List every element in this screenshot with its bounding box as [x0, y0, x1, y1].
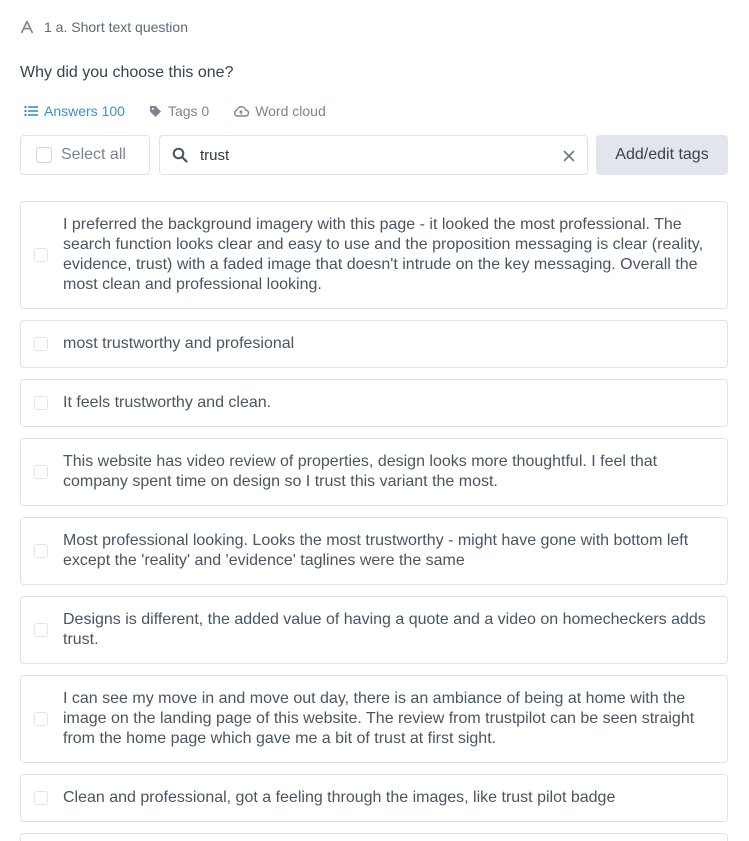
- answer-item: [20, 379, 728, 427]
- select-all-button[interactable]: [20, 135, 150, 175]
- search-icon: [172, 147, 188, 163]
- tab-answers[interactable]: [24, 103, 125, 119]
- answer-checkbox[interactable]: [34, 396, 48, 410]
- answer-text: Most professional looking. Looks the most trustworthy - might have gone with bottom left except the 'reality' and 'evidence' taglines were the same: [63, 532, 689, 569]
- answer-text: most trustworthy and profesional: [63, 335, 295, 352]
- answer-checkbox[interactable]: [34, 544, 48, 558]
- answer-item: [20, 517, 728, 585]
- select-all-label: Select all: [61, 146, 126, 163]
- answer-text: It feels trustworthy and clean.: [63, 394, 272, 411]
- answers-list: [20, 201, 728, 841]
- answer-checkbox[interactable]: [34, 248, 48, 262]
- text-type-icon: [20, 20, 34, 34]
- answer-item: [20, 833, 728, 841]
- view-tabs: [24, 101, 350, 121]
- answer-checkbox[interactable]: [34, 712, 48, 726]
- answer-checkbox[interactable]: [34, 791, 48, 805]
- answer-item: [20, 320, 728, 368]
- answer-item: [20, 438, 728, 506]
- tab-tags-label: Tags 0: [167, 103, 210, 119]
- search-box: [159, 135, 588, 175]
- cloud-icon: [233, 105, 249, 117]
- answer-text: I can see my move in and move out day, there is an ambiance of being at home with the image on the landing page of this website. The review from trustpilot can be seen straight from the home page which gave me a bit of trust at first sight.: [63, 690, 695, 747]
- answers-toolbar: [20, 135, 728, 175]
- question-type-label: 1 a. Short text question: [44, 19, 188, 35]
- answer-item: [20, 774, 728, 822]
- answer-checkbox[interactable]: [34, 337, 48, 351]
- answer-checkbox[interactable]: [34, 465, 48, 479]
- tab-answers-label: Answers 100: [44, 103, 125, 119]
- answer-item: [20, 201, 728, 309]
- answer-item: [20, 596, 728, 664]
- answer-text: Clean and professional, got a feeling through the images, like trust pilot badge: [63, 789, 616, 806]
- answer-text: Designs is different, the added value of having a quote and a video on homecheckers adds trust.: [63, 611, 706, 648]
- close-icon[interactable]: [561, 148, 577, 164]
- add-edit-tags-button[interactable]: Add/edit tags: [596, 135, 728, 175]
- answer-text: I preferred the background imagery with this page - it looked the most professional. The search function looks clear and easy to use and the proposition messaging is clear (reality, evidence, trust) with a faded image that doesn't intrude on the key messaging. Overall the most clean and professional looking.: [63, 216, 704, 293]
- question-title: Why did you choose this one?: [20, 64, 234, 81]
- answer-item: [20, 675, 728, 763]
- answer-checkbox[interactable]: [34, 623, 48, 637]
- list-icon: [24, 105, 38, 117]
- tag-icon: [149, 105, 162, 118]
- tab-word-cloud-label: Word cloud: [255, 103, 326, 119]
- search-input[interactable]: [200, 147, 540, 164]
- question-type: [20, 18, 188, 36]
- tab-tags[interactable]: [149, 103, 209, 119]
- answer-text: This website has video review of properties, design looks more thoughtful. I feel that company spent time on design so I trust this variant the most.: [63, 453, 658, 490]
- select-all-checkbox[interactable]: [36, 147, 52, 163]
- tab-word-cloud[interactable]: [233, 103, 326, 119]
